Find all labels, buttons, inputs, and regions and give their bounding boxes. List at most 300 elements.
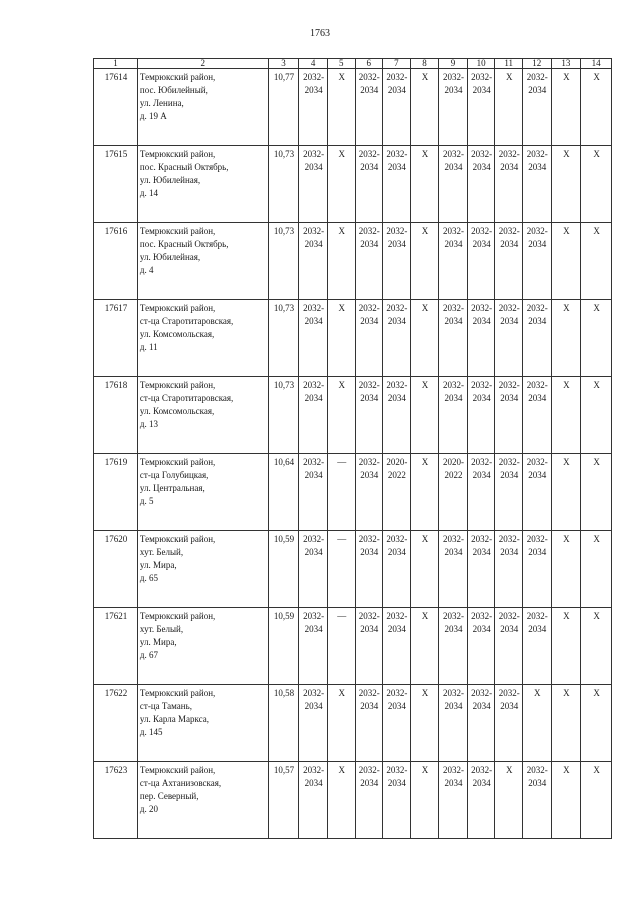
header-cell: 13 xyxy=(551,59,581,69)
period-cell xyxy=(581,454,612,531)
address-line: Темрюкский район, xyxy=(139,303,216,313)
period-line: 2032- xyxy=(526,380,548,390)
period-cell xyxy=(495,146,523,223)
period-cell xyxy=(410,762,439,839)
value-cell: 10,57 xyxy=(268,762,299,839)
address-cell xyxy=(137,454,268,531)
period-line: X xyxy=(563,534,570,544)
period-line: 2034 xyxy=(500,162,519,172)
period-line: 2032- xyxy=(358,611,380,621)
period-cell xyxy=(523,685,552,762)
address-cell xyxy=(137,608,268,685)
period-line: 2034 xyxy=(472,162,491,172)
period-cell xyxy=(581,69,612,146)
address-line: д. 67 xyxy=(139,650,159,660)
period-line: X xyxy=(593,380,600,390)
period-line: 2034 xyxy=(360,85,379,95)
period-cell xyxy=(581,531,612,608)
period-line: X xyxy=(338,149,345,159)
period-line: 2032- xyxy=(471,149,493,159)
value-cell: 10,73 xyxy=(268,146,299,223)
period-cell xyxy=(551,377,581,454)
period-cell xyxy=(467,300,495,377)
period-line: 2032- xyxy=(303,534,325,544)
period-cell xyxy=(327,454,355,531)
address-line: Темрюкский район, xyxy=(139,611,216,621)
period-line: 2032- xyxy=(358,765,380,775)
period-line: 2034 xyxy=(360,393,379,403)
period-line: 2034 xyxy=(360,547,379,557)
period-cell xyxy=(467,454,495,531)
period-cell xyxy=(523,762,552,839)
period-line: 2032- xyxy=(358,149,380,159)
header-cell: 3 xyxy=(268,59,299,69)
period-cell xyxy=(383,685,411,762)
period-line: — xyxy=(337,534,347,544)
period-cell xyxy=(299,685,328,762)
address-line: ст-ца Тамань, xyxy=(139,701,192,711)
period-cell xyxy=(355,531,383,608)
register-table xyxy=(93,58,612,839)
period-line: 2032- xyxy=(386,303,408,313)
period-line: 2034 xyxy=(528,316,547,326)
period-cell xyxy=(355,762,383,839)
period-line: X xyxy=(421,765,429,775)
row-number: 17617 xyxy=(94,300,138,377)
address-cell xyxy=(137,531,268,608)
period-line: 2034 xyxy=(500,470,519,480)
period-cell xyxy=(495,685,523,762)
period-cell xyxy=(581,685,612,762)
period-cell xyxy=(467,223,495,300)
period-line: X xyxy=(593,149,600,159)
period-cell xyxy=(495,223,523,300)
period-line: 2034 xyxy=(304,85,323,95)
address-line: хут. Белый, xyxy=(139,547,184,557)
period-line: 2032- xyxy=(471,226,493,236)
period-line: 2022 xyxy=(387,470,406,480)
period-line: 2034 xyxy=(387,547,406,557)
period-line: 2034 xyxy=(528,239,547,249)
address-line: Темрюкский район, xyxy=(139,149,216,159)
header-cell: 2 xyxy=(137,59,268,69)
period-line: 2022 xyxy=(444,470,463,480)
period-cell xyxy=(581,146,612,223)
period-line: 2032- xyxy=(358,457,380,467)
period-cell xyxy=(327,223,355,300)
period-line: X xyxy=(421,149,429,159)
address-line: ул. Комсомольская, xyxy=(139,406,215,416)
period-line: 2034 xyxy=(500,701,519,711)
period-cell xyxy=(299,608,328,685)
period-line: 2032- xyxy=(526,303,548,313)
period-line: 2032- xyxy=(471,611,493,621)
period-cell xyxy=(523,223,552,300)
period-cell xyxy=(355,685,383,762)
period-line: 2032- xyxy=(358,688,380,698)
address-line: Темрюкский район, xyxy=(139,72,216,82)
address-line: д. 145 xyxy=(139,727,163,737)
period-cell xyxy=(383,69,411,146)
period-line: 2034 xyxy=(500,547,519,557)
address-cell xyxy=(137,300,268,377)
period-line: 2032- xyxy=(526,226,548,236)
address-line: ул. Центральная, xyxy=(139,483,205,493)
period-cell xyxy=(383,377,411,454)
period-line: 2034 xyxy=(472,239,491,249)
period-cell xyxy=(551,608,581,685)
header-row xyxy=(94,59,612,69)
period-line: 2032- xyxy=(303,457,325,467)
period-cell xyxy=(523,146,552,223)
period-line: X xyxy=(505,72,513,82)
period-line: 2034 xyxy=(472,624,491,634)
period-line: X xyxy=(593,534,600,544)
period-line: X xyxy=(338,72,345,82)
period-line: X xyxy=(421,688,429,698)
period-cell xyxy=(410,685,439,762)
period-line: 2034 xyxy=(528,393,547,403)
period-cell xyxy=(551,146,581,223)
period-line: 2034 xyxy=(360,162,379,172)
period-line: X xyxy=(563,72,570,82)
period-line: 2034 xyxy=(304,470,323,480)
address-cell xyxy=(137,69,268,146)
period-cell xyxy=(495,762,523,839)
period-cell xyxy=(551,300,581,377)
address-line: Темрюкский район, xyxy=(139,688,216,698)
period-cell xyxy=(523,69,552,146)
address-line: Темрюкский район, xyxy=(139,457,216,467)
period-line: 2034 xyxy=(528,162,547,172)
period-line: X xyxy=(421,72,429,82)
period-line: 2020- xyxy=(443,457,465,467)
period-line: 2034 xyxy=(360,701,379,711)
address-line: д. 14 xyxy=(139,188,159,198)
period-cell xyxy=(551,223,581,300)
address-line: ул. Юбилейная, xyxy=(139,175,201,185)
period-line: 2032- xyxy=(386,226,408,236)
table-row xyxy=(94,146,612,223)
period-cell xyxy=(383,454,411,531)
address-line: д. 4 xyxy=(139,265,154,275)
period-line: 2032- xyxy=(303,688,325,698)
period-line: 2032- xyxy=(386,688,408,698)
address-line: д. 5 xyxy=(139,496,154,506)
period-cell xyxy=(299,454,328,531)
period-line: 2034 xyxy=(304,162,323,172)
period-cell xyxy=(410,608,439,685)
period-line: 2032- xyxy=(303,765,325,775)
period-line: 2032- xyxy=(358,303,380,313)
period-line: 2034 xyxy=(528,624,547,634)
value-cell: 10,77 xyxy=(268,69,299,146)
period-cell xyxy=(410,531,439,608)
period-line: 2034 xyxy=(528,85,547,95)
period-line: 2032- xyxy=(526,457,548,467)
address-line: д. 20 xyxy=(139,804,159,814)
period-line: 2032- xyxy=(443,534,465,544)
period-cell xyxy=(299,223,328,300)
period-cell xyxy=(551,762,581,839)
period-line: X xyxy=(421,457,429,467)
period-line: 2032- xyxy=(498,688,520,698)
period-cell xyxy=(410,146,439,223)
address-line: ст-ца Старотитаровская, xyxy=(139,316,234,326)
period-cell xyxy=(439,69,468,146)
period-cell xyxy=(467,762,495,839)
period-cell xyxy=(581,608,612,685)
period-line: 2034 xyxy=(444,162,463,172)
period-line: X xyxy=(338,765,345,775)
value-cell: 10,58 xyxy=(268,685,299,762)
period-line: 2032- xyxy=(303,380,325,390)
period-line: X xyxy=(593,611,600,621)
period-cell xyxy=(355,454,383,531)
period-line: 2034 xyxy=(500,393,519,403)
period-line: 2034 xyxy=(500,239,519,249)
period-cell xyxy=(355,377,383,454)
period-line: 2034 xyxy=(472,85,491,95)
period-line: X xyxy=(563,688,570,698)
address-line: ст-ца Голубицкая, xyxy=(139,470,209,480)
table-body xyxy=(94,59,612,839)
table-row xyxy=(94,531,612,608)
period-line: 2032- xyxy=(386,380,408,390)
period-line: 2034 xyxy=(528,547,547,557)
period-line: 2032- xyxy=(358,534,380,544)
header-cell: 12 xyxy=(523,59,552,69)
period-line: 2034 xyxy=(387,85,406,95)
period-line: 2032- xyxy=(443,765,465,775)
header-cell: 11 xyxy=(495,59,523,69)
period-line: 2032- xyxy=(303,72,325,82)
period-line: 2032- xyxy=(443,611,465,621)
period-cell xyxy=(495,608,523,685)
value-cell: 10,59 xyxy=(268,531,299,608)
address-cell xyxy=(137,685,268,762)
period-line: X xyxy=(593,303,600,313)
period-line: 2032- xyxy=(471,72,493,82)
period-cell xyxy=(383,223,411,300)
period-line: 2032- xyxy=(443,226,465,236)
period-line: 2034 xyxy=(304,778,323,788)
period-line: 2032- xyxy=(498,380,520,390)
address-line: д. 19 А xyxy=(139,111,167,121)
period-line: X xyxy=(563,765,570,775)
header-cell: 10 xyxy=(467,59,495,69)
period-line: X xyxy=(593,765,600,775)
period-line: X xyxy=(563,149,570,159)
period-line: 2034 xyxy=(444,316,463,326)
period-line: 2034 xyxy=(304,701,323,711)
period-cell xyxy=(299,69,328,146)
period-cell xyxy=(467,377,495,454)
period-cell xyxy=(439,377,468,454)
period-cell xyxy=(410,69,439,146)
period-cell xyxy=(467,146,495,223)
period-cell xyxy=(581,377,612,454)
period-line: 2032- xyxy=(303,149,325,159)
period-cell xyxy=(551,69,581,146)
row-number: 17622 xyxy=(94,685,138,762)
period-line: 2032- xyxy=(498,303,520,313)
period-cell xyxy=(467,685,495,762)
period-cell xyxy=(383,762,411,839)
address-line: пос. Красный Октябрь, xyxy=(139,162,229,172)
period-line: — xyxy=(337,457,347,467)
period-cell xyxy=(299,300,328,377)
header-cell: 7 xyxy=(383,59,411,69)
period-cell xyxy=(355,223,383,300)
header-cell: 5 xyxy=(327,59,355,69)
period-cell xyxy=(383,146,411,223)
period-line: 2032- xyxy=(526,534,548,544)
period-line: 2032- xyxy=(471,534,493,544)
period-cell xyxy=(523,531,552,608)
address-line: пер. Северный, xyxy=(139,791,199,801)
period-cell xyxy=(551,531,581,608)
period-cell xyxy=(467,531,495,608)
value-cell: 10,59 xyxy=(268,608,299,685)
period-line: 2032- xyxy=(471,380,493,390)
period-line: 2034 xyxy=(387,393,406,403)
period-line: X xyxy=(421,226,429,236)
period-line: 2034 xyxy=(304,547,323,557)
address-line: ул. Комсомольская, xyxy=(139,329,215,339)
period-cell xyxy=(495,531,523,608)
period-line: 2032- xyxy=(386,72,408,82)
address-line: ул. Юбилейная, xyxy=(139,252,201,262)
page-number: 1763 xyxy=(310,28,330,39)
period-cell xyxy=(299,531,328,608)
header-cell: 4 xyxy=(299,59,328,69)
period-cell xyxy=(327,377,355,454)
period-cell xyxy=(523,377,552,454)
period-line: X xyxy=(338,303,345,313)
period-line: 2032- xyxy=(358,226,380,236)
period-cell xyxy=(439,454,468,531)
period-line: 2034 xyxy=(304,393,323,403)
table-row xyxy=(94,685,612,762)
period-line: 2032- xyxy=(303,303,325,313)
period-cell xyxy=(439,531,468,608)
address-line: ул. Мира, xyxy=(139,560,177,570)
period-cell xyxy=(355,69,383,146)
period-line: 2034 xyxy=(444,701,463,711)
value-cell: 10,73 xyxy=(268,223,299,300)
period-line: X xyxy=(593,688,600,698)
address-line: Темрюкский район, xyxy=(139,765,216,775)
address-line: Темрюкский район, xyxy=(139,226,216,236)
period-line: X xyxy=(563,457,570,467)
period-cell xyxy=(299,762,328,839)
period-cell xyxy=(383,531,411,608)
period-cell xyxy=(327,300,355,377)
period-line: 2034 xyxy=(387,239,406,249)
period-cell xyxy=(581,300,612,377)
period-line: 2032- xyxy=(303,611,325,621)
period-line: 2032- xyxy=(443,72,465,82)
period-line: 2034 xyxy=(528,470,547,480)
period-line: 2032- xyxy=(498,457,520,467)
period-line: X xyxy=(593,457,600,467)
row-number: 17618 xyxy=(94,377,138,454)
period-line: X xyxy=(421,534,429,544)
row-number: 17615 xyxy=(94,146,138,223)
period-line: 2034 xyxy=(444,85,463,95)
period-cell xyxy=(299,377,328,454)
period-cell xyxy=(327,531,355,608)
value-cell: 10,73 xyxy=(268,377,299,454)
period-cell xyxy=(551,454,581,531)
address-line: пос. Юбилейный, xyxy=(139,85,208,95)
address-line: ул. Мира, xyxy=(139,637,177,647)
period-line: 2034 xyxy=(360,316,379,326)
period-line: 2032- xyxy=(358,380,380,390)
address-line: д. 11 xyxy=(139,342,158,352)
period-line: 2034 xyxy=(472,470,491,480)
header-cell: 1 xyxy=(94,59,138,69)
period-cell xyxy=(495,377,523,454)
period-line: 2032- xyxy=(358,72,380,82)
period-line: 2032- xyxy=(386,149,408,159)
period-line: 2034 xyxy=(444,624,463,634)
period-cell xyxy=(551,685,581,762)
period-cell xyxy=(495,300,523,377)
row-number: 17620 xyxy=(94,531,138,608)
period-line: X xyxy=(338,226,345,236)
period-line: 2032- xyxy=(443,303,465,313)
period-cell xyxy=(410,223,439,300)
period-line: X xyxy=(593,226,600,236)
period-line: 2034 xyxy=(387,162,406,172)
period-line: 2034 xyxy=(360,470,379,480)
period-line: 2032- xyxy=(526,149,548,159)
period-line: X xyxy=(563,611,570,621)
period-cell xyxy=(410,300,439,377)
period-line: 2034 xyxy=(500,624,519,634)
period-line: 2034 xyxy=(360,624,379,634)
period-cell xyxy=(467,69,495,146)
value-cell: 10,64 xyxy=(268,454,299,531)
period-cell xyxy=(439,223,468,300)
address-line: ст-ца Ахтанизовская, xyxy=(139,778,222,788)
table-row xyxy=(94,608,612,685)
period-cell xyxy=(355,300,383,377)
period-cell xyxy=(383,608,411,685)
period-line: 2034 xyxy=(360,239,379,249)
period-cell xyxy=(523,300,552,377)
period-line: X xyxy=(421,303,429,313)
period-cell xyxy=(439,685,468,762)
period-line: X xyxy=(338,688,345,698)
period-line: 2034 xyxy=(472,778,491,788)
period-line: 2034 xyxy=(444,239,463,249)
period-line: 2034 xyxy=(387,701,406,711)
period-line: 2032- xyxy=(443,380,465,390)
period-line: 2034 xyxy=(472,393,491,403)
address-cell xyxy=(137,146,268,223)
period-line: 2020- xyxy=(386,457,408,467)
period-cell xyxy=(523,454,552,531)
period-line: X xyxy=(563,303,570,313)
period-line: 2032- xyxy=(526,611,548,621)
period-line: 2032- xyxy=(526,72,548,82)
table-row xyxy=(94,223,612,300)
period-cell xyxy=(439,608,468,685)
table-row xyxy=(94,377,612,454)
